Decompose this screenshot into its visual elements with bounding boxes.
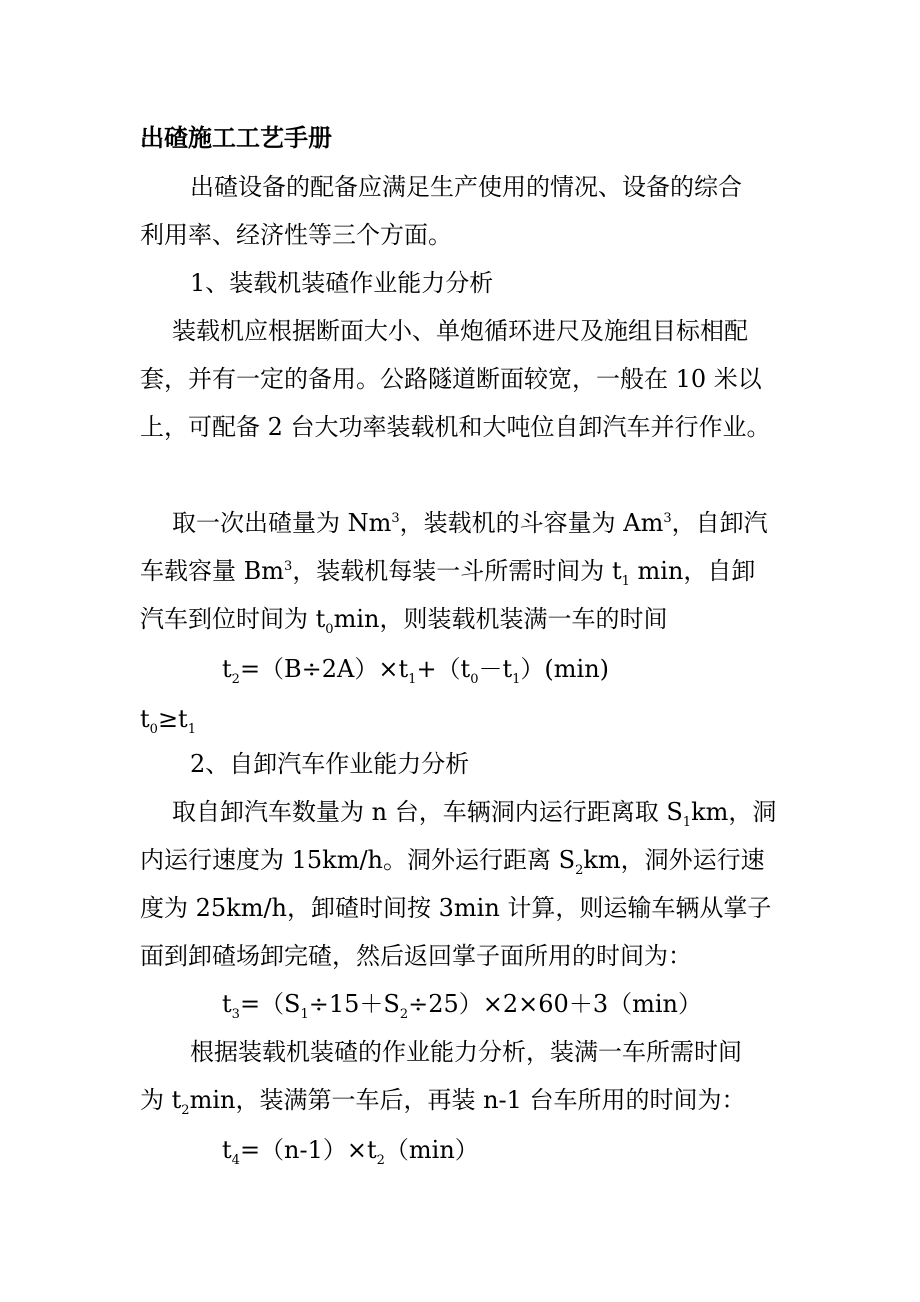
section-2-p1-line-1: 取自卸汽车数量为 n 台，车辆洞内运行距离取 $S_1km$，洞: [172, 798, 777, 830]
section-1-para-line-3: 上，可配备 2 台大功率装载机和大吨位自卸汽车并行作业。: [140, 413, 771, 441]
section-2-p2-line-1: 根据装载机装碴的作业能力分析，装满一车所需时间: [190, 1038, 742, 1066]
section-1-para-line-1: 装载机应根据断面大小、单炮循环进尺及施组目标相配: [172, 317, 748, 345]
section-1-p2-line-1: 取一次出碴量为 Nm$^3$，装载机的斗容量为 Am$^3$，自卸汽: [172, 509, 768, 537]
section-2-p1-line-2: 内运行速度为 15km/h。洞外运行距离 $S_2km$，洞外运行速: [140, 846, 765, 878]
section-1-p2-line-2: 车载容量 Bm$^3$，装载机每装一斗所需时间为 $t_1$ min，自卸: [140, 557, 756, 589]
formula-t2: $t_2=(B\div 2A)\times t_1+(t_0-t_1)(\min)$: [222, 655, 610, 687]
intro-line-2: 利用率、经济性等三个方面。: [140, 221, 452, 249]
section-2-p1-line-4: 面到卸碴场卸完碴，然后返回掌子面所用的时间为：: [140, 942, 692, 970]
condition-t0-t1: $t_0\ge t_1$: [140, 705, 196, 737]
section-2-p2-line-2: 为 $t_2\min$，装满第一车后，再装 n-1 台车所用的时间为：: [140, 1086, 746, 1118]
section-1-p2-line-3: 汽车到位时间为 $t_0\min$，则装载机装满一车的时间: [140, 605, 668, 637]
formula-t4: $t_4=(n-1)\times t_2(\min)$: [222, 1136, 479, 1168]
section-1-para-line-2: 套，并有一定的备用。公路隧道断面较宽，一般在 10 米以: [140, 365, 762, 393]
section-2-heading: 2、自卸汽车作业能力分析: [190, 750, 470, 778]
section-2-p1-line-3: 度为 25km/h，卸碴时间按 3min 计算，则运输车辆从掌子: [140, 894, 772, 922]
formula-t3: $t_3=(S_1\div 15+S_2\div 25)\times 2\times 60+3(\min)$: [222, 990, 702, 1022]
document-title: 出碴施工工艺手册: [140, 124, 332, 152]
intro-line-1: 出碴设备的配备应满足生产使用的情况、设备的综合: [190, 173, 742, 201]
section-1-heading: 1、装载机装碴作业能力分析: [190, 269, 494, 297]
